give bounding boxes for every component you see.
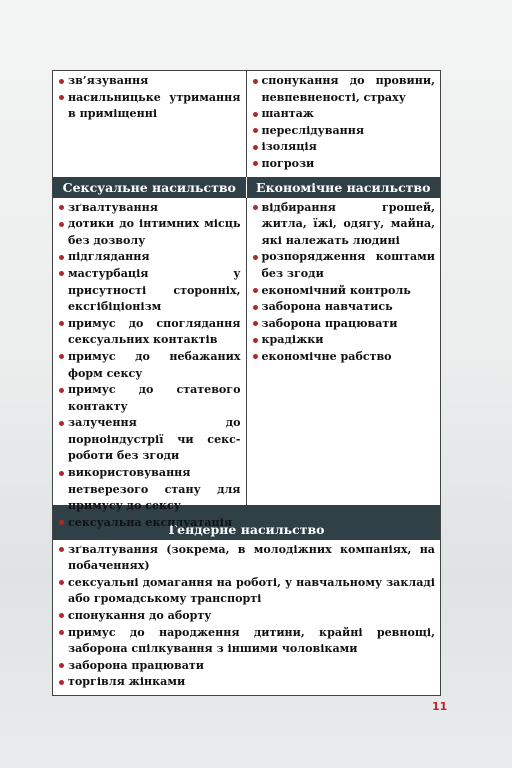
list-item: заборона працювати — [59, 658, 435, 675]
list-item: спонукання до аборту — [59, 608, 435, 625]
list-item: ізоляція — [253, 139, 436, 156]
list-item: зґвалтування (зокрема, в молодіжних компаніях, на побаченнях) — [59, 542, 435, 575]
violence-table — [52, 70, 441, 696]
list-item: заборона навчатись — [253, 299, 436, 316]
economic-violence-cell — [247, 198, 441, 505]
list-item: залучення до порноіндустрії чи секс-роботи без згоди — [59, 415, 241, 465]
list-item: насильницьке утримання в приміщенні — [59, 90, 241, 123]
physical-cont-cell — [53, 71, 247, 177]
list-item: підглядання — [59, 249, 241, 266]
list-item: примус до статевого контакту — [59, 382, 241, 415]
list-item: дотики до інтимних місць без дозволу — [59, 216, 241, 249]
list-item: відбирання грошей, житла, їжі, одягу, майна, які належать людині — [253, 200, 436, 250]
list-item: економічне рабство — [253, 349, 436, 366]
list-item: сексуальні домагання на роботі, у навчальному закладі або громадському транспорті — [59, 575, 435, 608]
list-item: крадіжки — [253, 332, 436, 349]
list-item: мастурбація у присутності сторонніх, ексгібіціонізм — [59, 266, 241, 316]
psychological-cont-cell — [247, 71, 441, 177]
list-item: економічний контроль — [253, 283, 436, 300]
list-item: примус до споглядання сексуальних контактів — [59, 316, 241, 349]
list-item: використовування нетверезого стану для примусу до сексу — [59, 465, 241, 515]
list-item: торгівля жінками — [59, 674, 435, 691]
list-item: зв’язування — [59, 73, 241, 90]
list-item: погрози — [253, 156, 436, 173]
list-item: заборона працювати — [253, 316, 436, 333]
gender-violence-header: Гендерне насильство — [168, 521, 325, 537]
header-row-sexual-economic — [53, 177, 440, 198]
list-item: зґвалтування — [59, 200, 241, 217]
page-number: 11 — [432, 700, 448, 713]
list-item: спонукання до провини, невпевненості, страху — [253, 73, 436, 106]
list-item: примус до народження дитини, крайні ревнощі, заборона спілкування з іншими чоловіками — [59, 625, 435, 658]
top-row — [53, 71, 440, 177]
list-item: розпорядження коштами без згоди — [253, 249, 436, 282]
gender-violence-cell — [53, 540, 440, 695]
list-item: примус до небажаних форм сексу — [59, 349, 241, 382]
list-item: переслідування — [253, 123, 436, 140]
economic-violence-header: Економічне насильство — [256, 179, 431, 195]
list-item: сексуальна експлуатація — [59, 515, 241, 532]
sexual-violence-header: Сексуальне насильство — [53, 177, 247, 198]
list-item: шантаж — [253, 106, 436, 123]
sexual-violence-cell — [53, 198, 247, 529]
